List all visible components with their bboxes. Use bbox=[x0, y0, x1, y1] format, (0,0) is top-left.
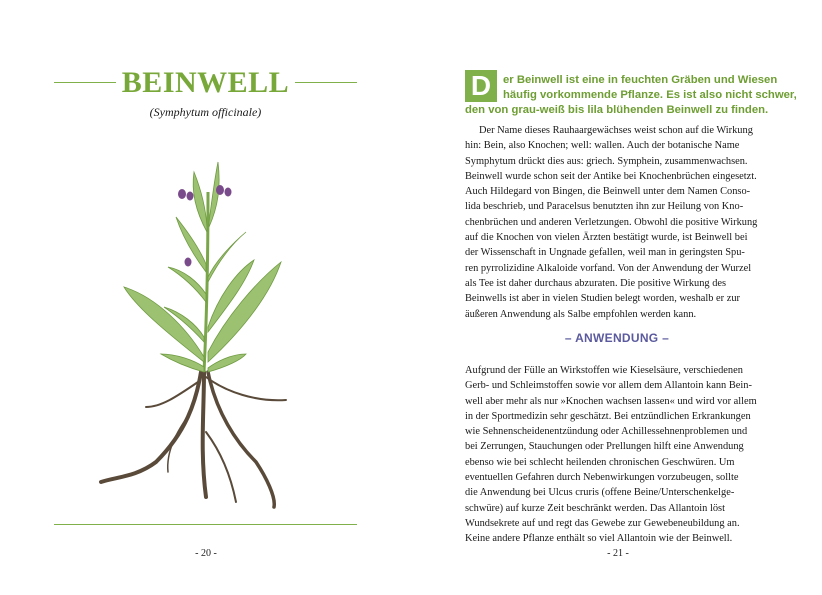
text-line: in der Sportmedizin sehr geschätzt. Bei entzündlichen Erkrankungen bbox=[465, 410, 751, 422]
title-rule-right bbox=[295, 82, 357, 83]
text-line: schwüre) auf kurze Zeit beschränkt werden. Das Allantoin löst bbox=[465, 502, 725, 514]
lead-line: den von grau-weiß bis lila blühenden Beinwell zu finden. bbox=[465, 104, 769, 116]
text-line: als Tee ist daher durchaus abzuraten. Die positive Wirkung des bbox=[465, 277, 727, 289]
page-number-right: - 21 - bbox=[607, 548, 629, 559]
text-line: Beinwell wurde schon seit der Antike bei Knochenbrüchen eingesetzt. bbox=[465, 170, 757, 182]
bottom-rule bbox=[54, 524, 357, 525]
lead-line: häufig vorkommende Pflanze. Es ist also nicht schwer, bbox=[503, 89, 797, 101]
text-line: Beinwells ist aber in vielen Studien belegt worden, weshalb er zur bbox=[465, 293, 740, 305]
text-line: ren pyrrolizidine Alkaloide vorfand. Von der Anwendung der Wurzel bbox=[465, 262, 752, 274]
right-page bbox=[411, 0, 822, 595]
latin-name: (Symphytum officinale) bbox=[149, 105, 262, 119]
paragraph-2 bbox=[465, 363, 769, 547]
drop-cap: D bbox=[465, 70, 497, 102]
text-line: äußeren Anwendung als Salbe empfohlen werden kann. bbox=[465, 308, 697, 320]
comfrey-plant-illustration bbox=[96, 132, 306, 512]
text-line: well aber mehr als nur »Knochen wachsen lassen« und wird vor allem bbox=[465, 395, 757, 407]
text-line: Gerb- und Schleimstoffen sowie vor allem dem Allantoin kann Bein- bbox=[465, 380, 752, 392]
text-line: hin: Bein, also Knochen; well: wallen. Auch der botanische Name bbox=[465, 140, 740, 152]
text-line: wie Sehnenscheidenentzündung oder Achillessehnenproblemen und bbox=[465, 426, 748, 438]
text-line: bei Zerrungen, Stauchungen oder Prellungen hilft eine Anwendung bbox=[465, 441, 744, 453]
text-line: die Anwendung bei Ulcus cruris (offene Beine/Unterschenkelge- bbox=[465, 487, 735, 499]
text-line: Aufgrund der Fülle an Wirkstoffen wie Kieselsäure, verschiedenen bbox=[465, 365, 743, 376]
text-line: Keine andere Pflanze enthält so viel Allantoin wie der Beinwell. bbox=[465, 533, 733, 545]
text-line: Wundsekrete auf und regt das Gewebe zur Gewebeneubildung an. bbox=[465, 517, 740, 529]
page-title: BEINWELL bbox=[121, 66, 290, 99]
text-line: eventuellen Gefahren durch Nebenwirkungen vorzubeugen, sollte bbox=[465, 472, 739, 484]
paragraph-1 bbox=[465, 123, 769, 322]
lead-line: er Beinwell ist eine in feuchten Gräben und Wiesen bbox=[503, 74, 778, 86]
text-line: ebenso wie bei schlecht heilenden chronischen Geschwüren. Um bbox=[465, 456, 735, 468]
text-line: Der Name dieses Rauhaargewächses weist schon auf die Wirkung bbox=[479, 125, 753, 136]
section-heading: – ANWENDUNG – bbox=[564, 331, 670, 345]
text-line: Auch Hildegard von Bingen, die Beinwell unter dem Namen Conso- bbox=[465, 186, 751, 198]
text-line: chenbrüchen und anderen Verletzungen. Obwohl die positive Wirkung bbox=[465, 216, 758, 228]
title-block bbox=[54, 66, 357, 100]
text-line: Symphytum drückt dies aus: griech. Symphein, zusammenwachsen. bbox=[465, 155, 748, 167]
text-line: lida beschrieb, und Paracelsus benutzten ihn zur Heilung von Kno- bbox=[465, 201, 744, 213]
text-line: der Wissenschaft in Ungnade gefallen, weil man in geringsten Spu- bbox=[465, 247, 745, 259]
text-line: auf die Knochen von vielen Ärzten bestätigt wurde, ist Beinwell bei bbox=[465, 232, 748, 244]
page-number-left: - 20 - bbox=[195, 548, 217, 559]
